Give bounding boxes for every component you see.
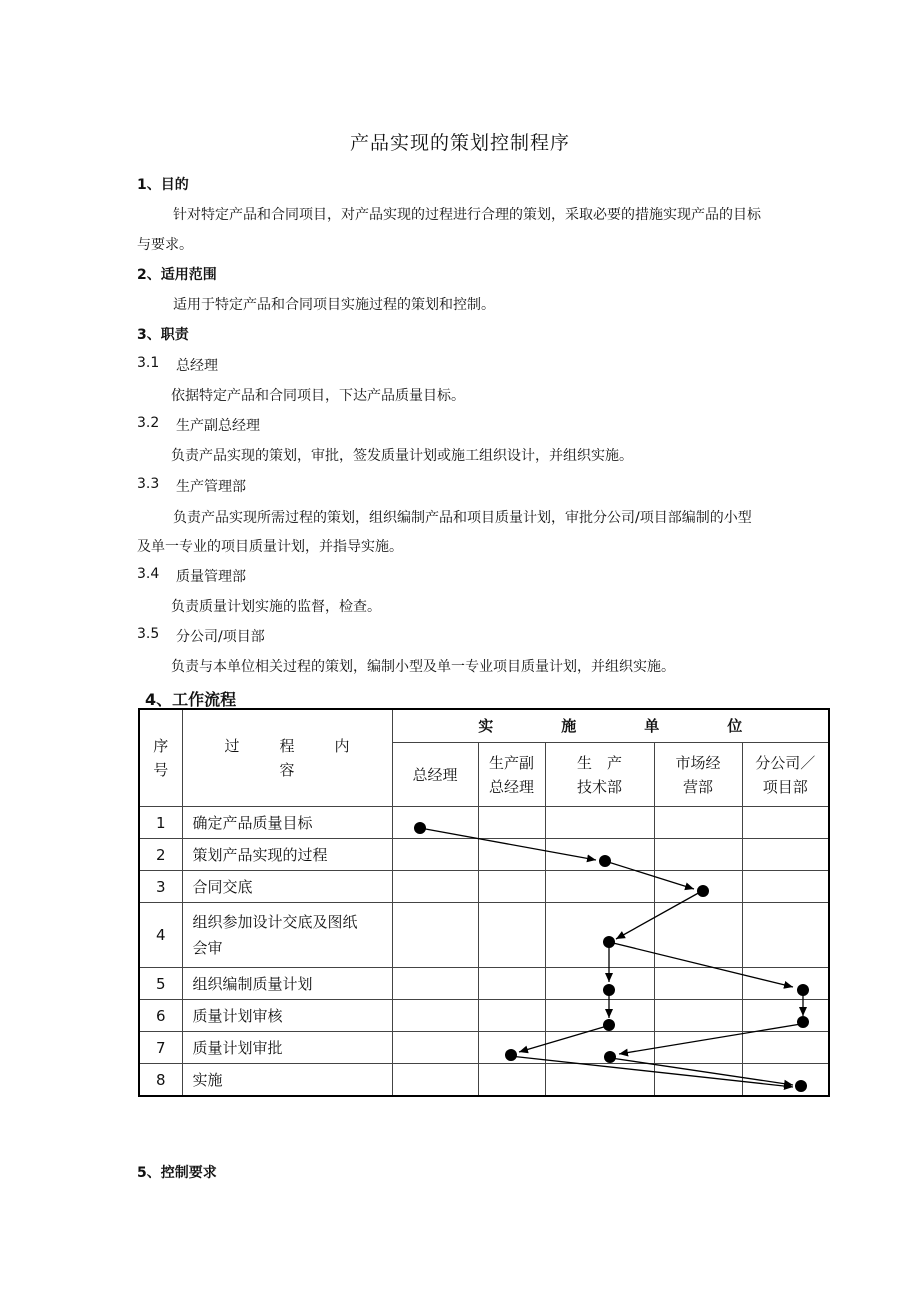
sub-3-2-number: 3.2 — [137, 415, 160, 431]
row-number: 4 — [139, 903, 182, 968]
unit-general-manager: 总经理 — [392, 743, 478, 807]
sub-3-3-text-line1: 负责产品实现所需过程的策划，组织编制产品和项目质量计划，审批分公司/项目部编制的小型 — [173, 510, 752, 526]
document-title: 产品实现的策划控制程序 — [349, 132, 570, 154]
table-row — [139, 871, 829, 903]
sub-3-2-text: 负责产品实现的策划，审批，签发质量计划或施工组织设计，并组织实施。 — [171, 448, 633, 464]
row-process: 合同交底 — [182, 871, 392, 903]
sub-3-3-number: 3.3 — [137, 476, 160, 492]
unit-production-tech: 生 产 技术部 — [545, 743, 654, 807]
table-row — [139, 1032, 829, 1064]
unit-branch-project: 分公司／ 项目部 — [742, 743, 829, 807]
row-number: 5 — [139, 968, 182, 1000]
section-5-heading: 5、控制要求 — [137, 1165, 217, 1181]
section-3-heading: 3、职责 — [137, 327, 189, 343]
row-number: 3 — [139, 871, 182, 903]
section-1-text-line1: 针对特定产品和合同项目，对产品实现的过程进行合理的策划，采取必要的措施实现产品的目标 — [173, 207, 761, 223]
section-2-text: 适用于特定产品和合同项目实施过程的策划和控制。 — [173, 297, 495, 313]
table-row — [139, 903, 829, 968]
unit-marketing: 市场经 营部 — [654, 743, 742, 807]
section-4-heading: 4、工作流程 — [145, 690, 237, 709]
sub-3-3-text-line2: 及单一专业的项目质量计划，并指导实施。 — [137, 539, 403, 555]
sub-3-1-number: 3.1 — [137, 355, 160, 371]
row-process: 策划产品实现的过程 — [182, 839, 392, 871]
table-row — [139, 807, 829, 839]
sub-3-4-number: 3.4 — [137, 566, 160, 582]
seq-header: 序 号 — [139, 709, 182, 807]
sub-3-5-number: 3.5 — [137, 626, 160, 642]
row-number: 2 — [139, 839, 182, 871]
row-number: 1 — [139, 807, 182, 839]
workflow-table — [138, 708, 830, 1097]
unit-deputy-gm: 生产副 总经理 — [478, 743, 545, 807]
sub-3-5-title: 分公司/项目部 — [176, 629, 265, 645]
table-row — [139, 839, 829, 871]
row-process: 组织参加设计交底及图纸 会审 — [182, 903, 392, 968]
sub-3-2-title: 生产副总经理 — [176, 418, 260, 434]
row-number: 7 — [139, 1032, 182, 1064]
row-process: 组织编制质量计划 — [182, 968, 392, 1000]
section-1-text-line2: 与要求。 — [137, 237, 193, 253]
row-process: 确定产品质量目标 — [182, 807, 392, 839]
row-process: 质量计划审批 — [182, 1032, 392, 1064]
sub-3-1-title: 总经理 — [176, 358, 218, 374]
row-process: 质量计划审核 — [182, 1000, 392, 1032]
sub-3-5-text: 负责与本单位相关过程的策划，编制小型及单一专业项目质量计划，并组织实施。 — [171, 659, 675, 675]
process-header: 过 程 内容 — [182, 709, 392, 807]
sub-3-3-title: 生产管理部 — [176, 479, 246, 495]
row-number: 6 — [139, 1000, 182, 1032]
row-number: 8 — [139, 1064, 182, 1097]
section-1-heading: 1、目的 — [137, 177, 189, 193]
sub-3-4-title: 质量管理部 — [176, 569, 246, 585]
table-row — [139, 968, 829, 1000]
table-row — [139, 1064, 829, 1097]
row-process: 实施 — [182, 1064, 392, 1097]
sub-3-4-text: 负责质量计划实施的监督，检查。 — [171, 599, 381, 615]
units-header: 实 施 单 位 — [392, 709, 829, 743]
table-row — [139, 1000, 829, 1032]
section-2-heading: 2、适用范围 — [137, 267, 217, 283]
sub-3-1-text: 依据特定产品和合同项目，下达产品质量目标。 — [171, 388, 465, 404]
